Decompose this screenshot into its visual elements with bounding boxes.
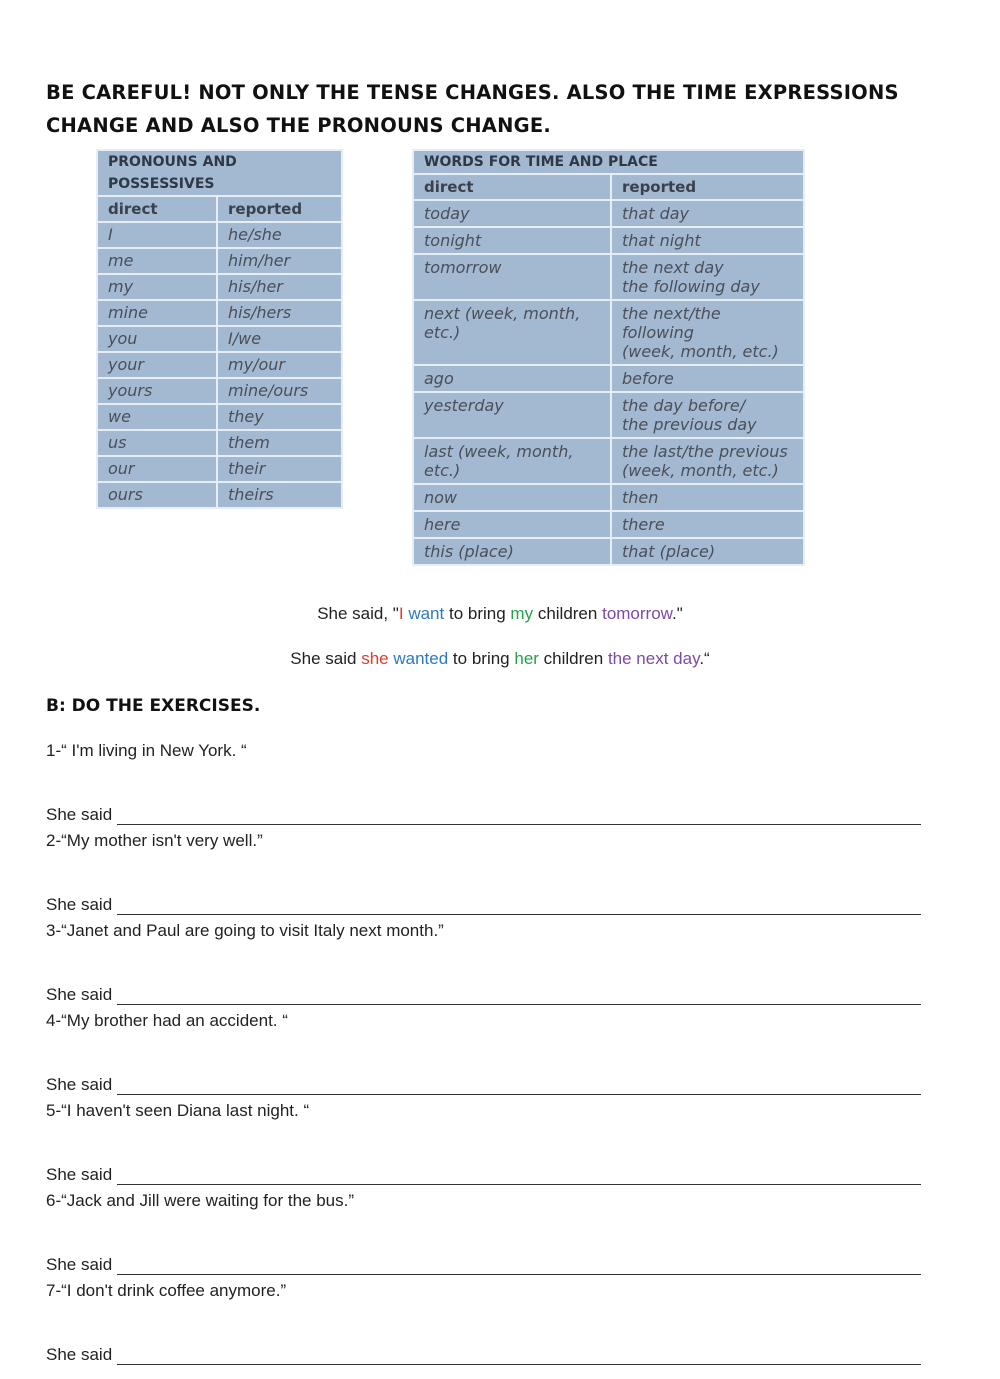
time-reported: there: [622, 515, 665, 534]
answer-row: [46, 874, 921, 919]
time-row: [413, 227, 804, 254]
example-possessive: my: [510, 604, 534, 623]
answer-label: She said: [46, 1345, 113, 1364]
exercise-question: 4-“My brother had an accident. “: [46, 1011, 288, 1030]
time-row: [413, 538, 804, 565]
time-reported: the last/the previous: [622, 442, 788, 461]
time-reported: that night: [622, 231, 701, 250]
time-direct: tonight: [424, 231, 482, 250]
exercise-item: [46, 1009, 921, 1099]
example-time: tomorrow: [602, 604, 673, 623]
answer-row: [46, 1054, 921, 1099]
answer-label: She said: [46, 1165, 113, 1184]
time-reported: then: [622, 488, 659, 507]
example-pronoun: she: [361, 649, 389, 668]
time-reported: the next day: [622, 258, 724, 277]
pronoun-direct: I: [97, 222, 217, 248]
example-pronoun: I: [398, 604, 404, 623]
answer-label: She said: [46, 895, 113, 914]
exercise-item: [46, 1279, 921, 1369]
example-direct-speech: [0, 604, 1000, 624]
time-row: [413, 511, 804, 538]
exercise-question: 3-“Janet and Paul are going to visit Italy next month.”: [46, 921, 444, 940]
exercise-question: 2-“My mother isn't very well.”: [46, 831, 263, 850]
exercise-item: [46, 919, 921, 1009]
answer-blank[interactable]: [117, 898, 921, 915]
pronoun-row: [97, 300, 342, 326]
time-place-table: [412, 149, 805, 566]
pronoun-row: [97, 352, 342, 378]
time-direct: here: [424, 515, 461, 534]
exercise-item: [46, 1099, 921, 1189]
pronoun-direct: mine: [97, 300, 217, 326]
answer-label: She said: [46, 985, 113, 1004]
example-time: the next day: [607, 649, 700, 668]
answer-row: [46, 1144, 921, 1189]
time-reported: before: [622, 369, 674, 388]
time-place-table-title: WORDS FOR TIME AND PLACE: [413, 150, 804, 174]
answer-blank[interactable]: [117, 1258, 921, 1275]
pronoun-direct: yours: [97, 378, 217, 404]
pronoun-reported: his/her: [217, 274, 342, 300]
time-row: [413, 484, 804, 511]
time-direct: ago: [424, 369, 454, 388]
time-row: [413, 300, 804, 365]
time-direct: yesterday: [424, 396, 504, 415]
pronouns-table: [96, 149, 343, 509]
answer-row: [46, 1324, 921, 1369]
pronoun-reported: them: [217, 430, 342, 456]
pronoun-direct: us: [97, 430, 217, 456]
example-text: She said, ": [317, 604, 399, 623]
pronoun-row: [97, 456, 342, 482]
pronoun-direct: ours: [97, 482, 217, 508]
example-text: children: [543, 649, 604, 668]
time-row: [413, 392, 804, 438]
pronoun-reported: their: [217, 456, 342, 482]
time-reported: the next/the following: [622, 304, 721, 342]
time-header-reported: reported: [611, 174, 804, 200]
answer-row: [46, 1234, 921, 1279]
pronoun-row: [97, 404, 342, 430]
pronoun-row: [97, 222, 342, 248]
example-possessive: her: [514, 649, 539, 668]
time-reported-alt: (week, month, etc.): [622, 461, 779, 480]
example-text: .“: [699, 649, 710, 668]
time-direct: last (week, month, etc.): [424, 442, 574, 480]
exercise-list: [46, 739, 921, 1369]
pronoun-direct: your: [97, 352, 217, 378]
answer-blank[interactable]: [117, 1348, 921, 1365]
answer-blank[interactable]: [117, 988, 921, 1005]
example-verb: wanted: [393, 649, 449, 668]
example-text: to bring: [452, 649, 510, 668]
pronoun-reported: I/we: [217, 326, 342, 352]
pronoun-direct: our: [97, 456, 217, 482]
time-reported: the day before/: [622, 396, 746, 415]
time-row: [413, 200, 804, 227]
time-direct: tomorrow: [424, 258, 502, 277]
exercise-item: [46, 739, 921, 829]
pronoun-row: [97, 482, 342, 508]
pronoun-reported: mine/ours: [217, 378, 342, 404]
answer-label: She said: [46, 1255, 113, 1274]
time-row: [413, 365, 804, 392]
time-direct: this (place): [424, 542, 514, 561]
pronouns-header-direct: direct: [97, 196, 217, 222]
exercise-question: 1-“ I'm living in New York. “: [46, 741, 247, 760]
section-b-title: B: DO THE EXERCISES.: [46, 696, 261, 716]
time-direct: now: [424, 488, 458, 507]
example-verb: want: [408, 604, 445, 623]
time-row: [413, 254, 804, 300]
answer-blank[interactable]: [117, 1078, 921, 1095]
pronoun-direct: my: [97, 274, 217, 300]
pronoun-reported: him/her: [217, 248, 342, 274]
warning-line-1: BE CAREFUL! NOT ONLY THE TENSE CHANGES. ALSO THE TIME EXPRESSIONS: [46, 81, 899, 104]
exercise-question: 7-“I don't drink coffee anymore.”: [46, 1281, 287, 1300]
exercise-question: 5-“I haven't seen Diana last night. “: [46, 1101, 310, 1120]
time-reported: that (place): [622, 542, 716, 561]
pronoun-reported: my/our: [217, 352, 342, 378]
pronoun-reported: theirs: [217, 482, 342, 508]
pronoun-direct: we: [97, 404, 217, 430]
warning-line-2: CHANGE AND ALSO THE PRONOUNS CHANGE.: [46, 114, 551, 137]
time-direct-cont: etc.): [424, 323, 461, 342]
time-header-direct: direct: [413, 174, 611, 200]
pronouns-table-title: PRONOUNS AND POSSESSIVES: [97, 150, 342, 196]
answer-blank[interactable]: [117, 1168, 921, 1185]
example-text: .": [672, 604, 683, 623]
pronoun-direct: you: [97, 326, 217, 352]
pronoun-row: [97, 430, 342, 456]
answer-row: [46, 784, 921, 829]
answer-label: She said: [46, 805, 113, 824]
pronoun-row: [97, 378, 342, 404]
pronoun-reported: he/she: [217, 222, 342, 248]
example-text: children: [537, 604, 598, 623]
time-direct: next (week, month,: [424, 304, 581, 323]
exercise-item: [46, 829, 921, 919]
time-reported: that day: [622, 204, 690, 223]
pronouns-header-reported: reported: [217, 196, 342, 222]
example-text: She said: [290, 649, 357, 668]
pronoun-row: [97, 274, 342, 300]
answer-row: [46, 964, 921, 1009]
pronoun-direct: me: [97, 248, 217, 274]
answer-label: She said: [46, 1075, 113, 1094]
time-reported-alt: the following day: [622, 277, 760, 296]
time-direct: today: [424, 204, 470, 223]
pronoun-reported: they: [217, 404, 342, 430]
pronoun-row: [97, 248, 342, 274]
exercise-question: 6-“Jack and Jill were waiting for the bus.”: [46, 1191, 355, 1210]
answer-blank[interactable]: [117, 808, 921, 825]
time-row: [413, 438, 804, 484]
pronoun-row: [97, 326, 342, 352]
time-reported-alt: (week, month, etc.): [622, 342, 779, 361]
exercise-item: [46, 1189, 921, 1279]
example-reported-speech: [0, 649, 1000, 669]
pronoun-reported: his/hers: [217, 300, 342, 326]
time-reported-alt: the previous day: [622, 415, 757, 434]
example-text: to bring: [448, 604, 506, 623]
warning-heading: [46, 76, 956, 142]
